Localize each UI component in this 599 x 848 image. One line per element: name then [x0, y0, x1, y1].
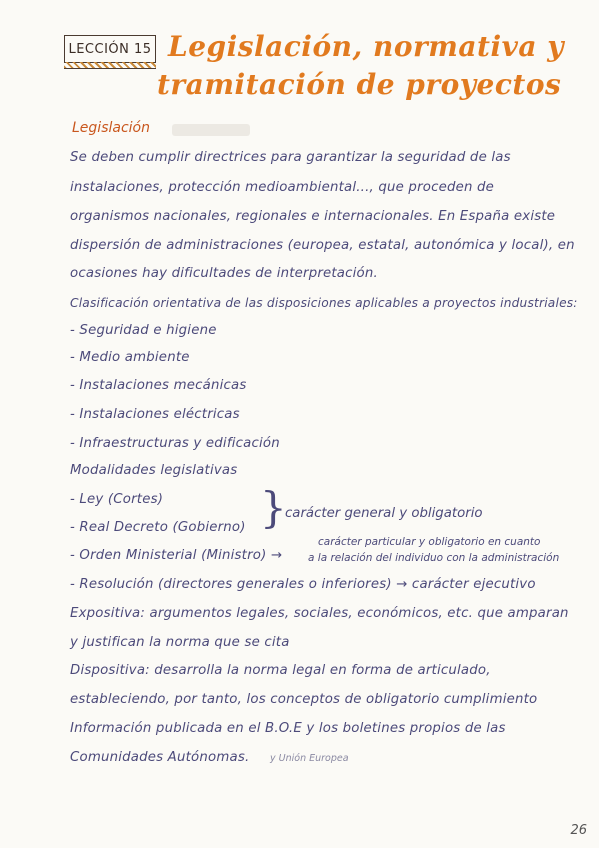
text-line: Se deben cumplir directrices para garantizar la seguridad de las [70, 150, 511, 165]
list-item: - Medio ambiente [70, 350, 190, 365]
subheading: Modalidades legislativas [70, 463, 238, 478]
list-item: - Instalaciones eléctricas [70, 407, 240, 422]
list-item: - Instalaciones mecánicas [70, 378, 247, 393]
orden-note-1: carácter particular y obligatorio en cuanto [318, 536, 541, 548]
text-line: dispersión de administraciones (europea, estatal, autonómica y local), en [70, 238, 575, 253]
brace-note: carácter general y obligatorio [285, 506, 483, 521]
erased-smudge [172, 124, 250, 136]
page-number: 26 [570, 823, 587, 838]
lesson-label: LECCIÓN 15 [64, 35, 156, 63]
text-line: Dispositiva: desarrolla la norma legal en forma de articulado, [70, 663, 491, 678]
text-line: Comunidades Autónomas. [70, 750, 250, 765]
list-item: - Seguridad e higiene [70, 323, 217, 338]
text-line: ocasiones hay dificultades de interpretación. [70, 266, 378, 281]
page-title-line-1: Legislación, normativa y [168, 30, 565, 63]
faded-note: y Unión Europea [270, 753, 349, 764]
text-line: instalaciones, protección medioambiental..., que proceden de [70, 180, 495, 195]
list-item: - Infraestructuras y edificación [70, 436, 280, 451]
modality-real-decreto: - Real Decreto (Gobierno) [70, 520, 246, 535]
modality-resolucion: - Resolución (directores generales o inferiores) → carácter ejecutivo [70, 577, 536, 592]
text-line: organismos nacionales, regionales e internacionales. En España existe [70, 209, 556, 224]
orden-note-2: a la relación del individuo con la administración [308, 552, 560, 564]
modality-ley: - Ley (Cortes) [70, 492, 164, 507]
section-heading: Legislación [72, 120, 150, 136]
page-title-line-2: tramitación de proyectos [157, 68, 562, 101]
text-line: Expositiva: argumentos legales, sociales, económicos, etc. que amparan [70, 606, 569, 621]
modality-orden: - Orden Ministerial (Ministro) → [70, 548, 283, 563]
lesson-label-hatching [64, 62, 156, 69]
text-line: y justifican la norma que se cita [70, 635, 290, 650]
text-line: Información publicada en el B.O.E y los boletines propios de las [70, 721, 506, 736]
brace-symbol: } [260, 483, 287, 532]
text-line: Clasificación orientativa de las disposiciones aplicables a proyectos industriales: [70, 296, 578, 310]
text-line: estableciendo, por tanto, los conceptos de obligatorio cumplimiento [70, 692, 538, 707]
